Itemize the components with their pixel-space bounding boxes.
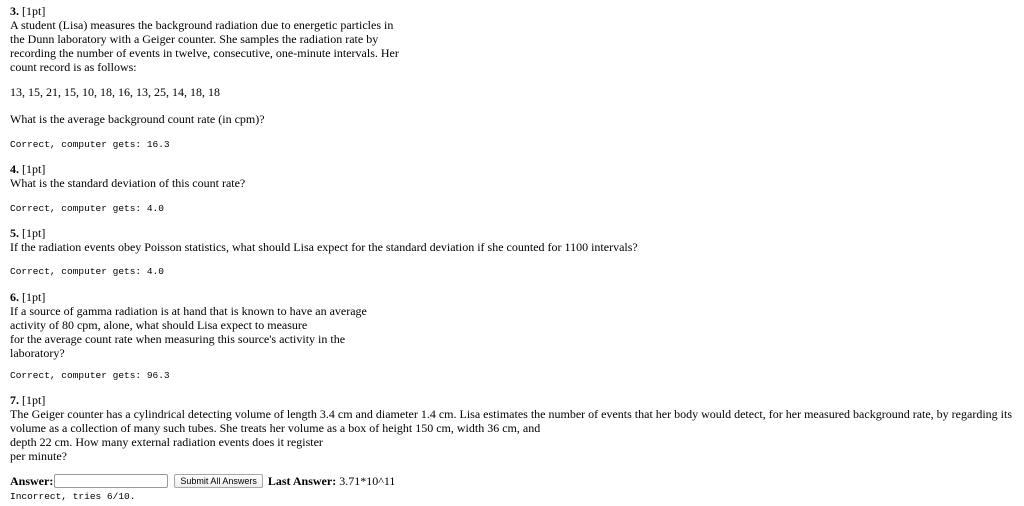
submit-all-answers-button[interactable]: Submit All Answers	[174, 474, 263, 488]
q7-number: 7.	[10, 393, 19, 407]
q3-question: What is the average background count rate (in cpm)?	[10, 112, 265, 126]
q4-text: What is the standard deviation of this count rate?	[10, 176, 246, 190]
q4-points: [1pt]	[22, 162, 46, 176]
q7-points: [1pt]	[22, 393, 46, 407]
q3-feedback: Correct, computer gets: 16.3	[10, 139, 170, 150]
q3-number: 3.	[10, 4, 19, 18]
q6-text: If a source of gamma radiation is at hand that is known to have an average activity of 80 cpm, alone, what should Lisa expect to measure for the average count rate when measuring this source's activity in the laboratory?	[10, 304, 367, 360]
answer-input[interactable]	[54, 474, 168, 488]
q5-number: 5.	[10, 226, 19, 240]
q5-feedback: Correct, computer gets: 4.0	[10, 266, 164, 277]
q4-number: 4.	[10, 162, 19, 176]
q6-feedback: Correct, computer gets: 96.3	[10, 370, 170, 381]
q3-header	[10, 4, 45, 18]
q3-text: A student (Lisa) measures the background radiation due to energetic particles in the Dunn laboratory with a Geiger counter. She samples the radiation rate by recording the number of events in twelve, consecutive, one-minute intervals. Her count record is as follows:	[10, 18, 399, 74]
q7-feedback: Incorrect, tries 6/10.	[10, 491, 136, 502]
q5-header	[10, 226, 45, 240]
q3-points: [1pt]	[22, 4, 46, 18]
q7-text: The Geiger counter has a cylindrical detecting volume of length 3.4 cm and diameter 1.4 cm. Lisa estimates the number of events that her body would detect, for her measured background rate, by regarding its volume as a collection of many such tubes. She treats her volume as a box of height 150 cm, width 36 cm, and depth 22 cm. How many external radiation events does it register per minute?	[10, 407, 1012, 463]
q7-header	[10, 393, 45, 407]
last-answer-label: Last Answer:	[267, 474, 337, 488]
q3-counts: 13, 15, 21, 15, 10, 18, 16, 13, 25, 14, 18, 18	[10, 85, 220, 99]
q5-points: [1pt]	[22, 226, 46, 240]
answer-row	[10, 472, 395, 490]
q6-number: 6.	[10, 290, 19, 304]
answer-label: Answer:	[10, 474, 54, 488]
q4-feedback: Correct, computer gets: 4.0	[10, 203, 164, 214]
q5-text: If the radiation events obey Poisson statistics, what should Lisa expect for the standard deviation if she counted for 1100 intervals?	[10, 240, 638, 254]
last-answer-value: 3.71*10^11	[339, 474, 396, 488]
q6-header	[10, 290, 45, 304]
q6-points: [1pt]	[22, 290, 46, 304]
q4-header	[10, 162, 45, 176]
